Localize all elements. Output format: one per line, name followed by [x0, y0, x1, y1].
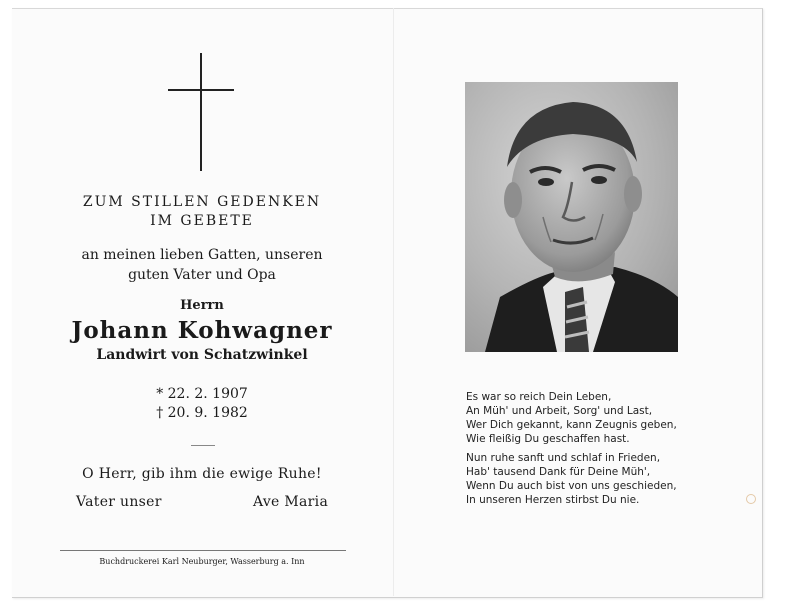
blessing: O Herr, gib ihm die ewige Ruhe! — [82, 466, 322, 482]
prayer-ave-maria: Ave Maria — [253, 494, 329, 510]
salutation: Herrn — [180, 298, 224, 313]
poem-stanza-1 — [466, 390, 677, 446]
birth-date: * 22. 2. 1907 — [156, 386, 248, 402]
deceased-name: Johann Kohwagner — [71, 317, 333, 344]
dedication-line-1: an meinen lieben Gatten, unseren — [81, 247, 323, 263]
poem-line: Hab' tausend Dank für Deine Müh', — [466, 466, 651, 478]
occupation-title: Landwirt von Schatzwinkel — [96, 347, 308, 363]
heading-line-2: IM GEBETE — [150, 213, 254, 229]
card-fold — [393, 8, 394, 596]
separator-line — [191, 445, 215, 446]
printer-divider — [60, 550, 346, 551]
poem-line: In unseren Herzen stirbst Du nie. — [466, 494, 640, 506]
poem-line: Wie fleißig Du geschaffen hast. — [466, 433, 630, 445]
poem-line: Wer Dich gekannt, kann Zeugnis geben, — [466, 419, 677, 431]
death-date: † 20. 9. 1982 — [156, 405, 248, 421]
heading-line-1: ZUM STILLEN GEDENKEN — [82, 194, 322, 210]
poem-stanza-2 — [466, 451, 677, 507]
dedication-line-2: guten Vater und Opa — [128, 267, 276, 283]
poem-line: An Müh' und Arbeit, Sorg' und Last, — [466, 405, 653, 417]
printer-imprint: Buchdruckerei Karl Neuburger, Wasserburg a. Inn — [99, 557, 305, 566]
portrait-photo-icon — [465, 82, 678, 352]
poem-line: Wenn Du auch bist von uns geschieden, — [466, 480, 677, 492]
cross-icon — [200, 53, 202, 171]
poem-line: Es war so reich Dein Leben, — [466, 391, 612, 403]
prayer-vater-unser: Vater unser — [76, 494, 162, 510]
memorial-poem — [466, 390, 677, 512]
portrait-photo — [465, 82, 678, 352]
paper-mark — [746, 494, 756, 504]
cross-icon-bar — [168, 89, 234, 91]
poem-line: Nun ruhe sanft und schlaf in Frieden, — [466, 452, 661, 464]
